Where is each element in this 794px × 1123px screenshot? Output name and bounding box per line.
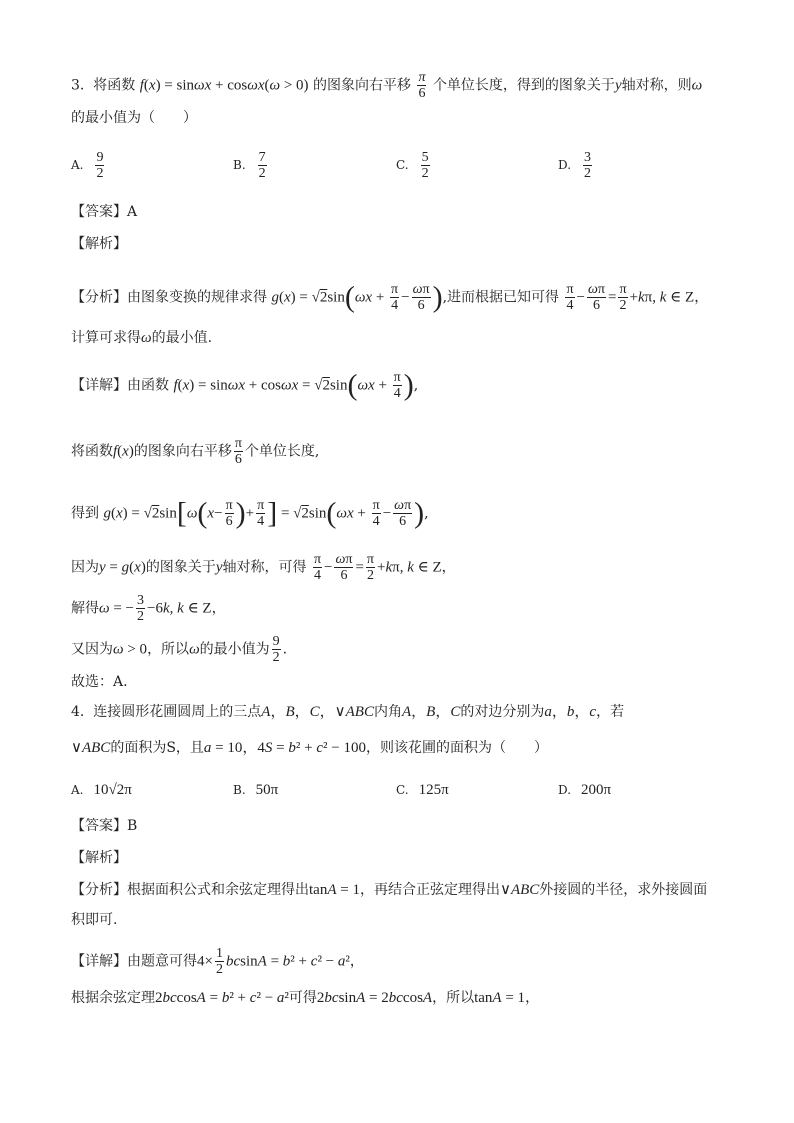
q4-jiexi-label: 【解析】 [71,850,127,866]
q3-again: 又因为ω > 0，所以ω的最小值为 $\frac{9}{2}$ . [71,634,288,665]
q3-xiangjie: 【详解】由函数 f(x) = sinωx + cosωx = √2sin(ωx + $\frac{\pi}{4}$ ), [71,368,419,402]
q3-shift: 将函数f(x)的图象向右平移 $\frac{\pi}{6}$ 个单位长度, [71,436,320,467]
q3-option-a[interactable]: A. $\frac{9}{2}$ [71,150,104,181]
q3-option-b[interactable]: B. $\frac{7}{2}$ [233,150,266,181]
q3-stem-line1: 3. 将函数 f(x) = sinωx + cosωx(ω > 0) 的图象向右平移 $\frac{\pi}{6}$ 个单位长度，得到的图象关于y轴对称，则ω [71,70,703,101]
q4-option-c[interactable]: C. 125π [396,782,449,798]
q4-stem-line2: ∨ABC的面积为S，且a = 10，4S = b² + c² − 100，则该花圃的面积为（ ） [71,740,548,756]
q3-solve: 解得ω = − $\frac{3}{2}$ −6k, k ∈ Z， [71,593,226,624]
q3-function: f(x) = sinωx + cosωx(ω > 0) [139,77,309,94]
q3-choose: 故选：A. [71,674,128,690]
q3-jiexi-label: 【解析】 [71,236,127,252]
q4-option-d[interactable]: D. 200π [558,782,612,798]
q3-fenxi-line2: 计算可求得ω的最小值. [71,330,213,346]
q4-option-b[interactable]: B. 50π [233,782,279,798]
q4-answer: 【答案】B [71,818,138,834]
q3-option-d[interactable]: D. $\frac{3}{2}$ [558,150,592,181]
q3-number: 3. [71,77,85,94]
q4-number: 4. [71,704,85,720]
q3-pi-over-6: $\frac{\pi}{6}$ [418,70,426,101]
q3-option-c[interactable]: C. $\frac{5}{2}$ [396,150,429,181]
q4-fenxi: 【分析】根据面积公式和余弦定理得出tanA = 1，再结合正弦定理得出∨ABC外接圆的半径，求外接圆面 [71,882,708,898]
q3-got: 得到 g(x) = √2sin[ω(x− $\frac{\pi}{6}$ )+ $\frac{\pi}{4}$ ] = √2sin(ωx + $\frac{\pi}{4}$ − $\frac{\omega\pi}{6}$ ), [71,496,429,530]
q3-answer: 【答案】A [71,204,138,220]
q3-stem-line2: 的最小值为（ ） [71,110,197,126]
q4-last: 根据余弦定理2bccosA = b² + c² − a²可得2bcsinA = 2bccosA，所以tanA = 1， [71,990,540,1006]
q4-stem-line1: 4. 连接圆形花圃圆周上的三点A，B，C，∨ABC内角A，B，C的对边分别为a，b，c，若 [71,704,625,720]
q4-xiangjie: 【详解】由题意可得4× $\frac{1}{2}$ bcsinA = b² + c² − a²， [71,946,364,977]
q3-fenxi: 【分析】由图象变换的规律求得 g(x) = √2sin(ωx + $\frac{\pi}{4}$ − $\frac{\omega\pi}{6}$ ),进而根据已知可得 $\frac{\pi}{4}$ − $\frac{\omega\pi}{6}$ = $\frac{\pi}{2}$ +kπ, k ∈ Z， [71,280,709,314]
q4-fenxi-line2: 积即可. [71,912,118,928]
q3-because: 因为y = g(x)的图象关于y轴对称，可得 $\frac{\pi}{4}$ − $\frac{\omega\pi}{6}$ = $\frac{\pi}{2}$ +kπ, k ∈ Z， [71,552,456,583]
q4-option-a[interactable]: A. 10√2π [71,782,132,798]
